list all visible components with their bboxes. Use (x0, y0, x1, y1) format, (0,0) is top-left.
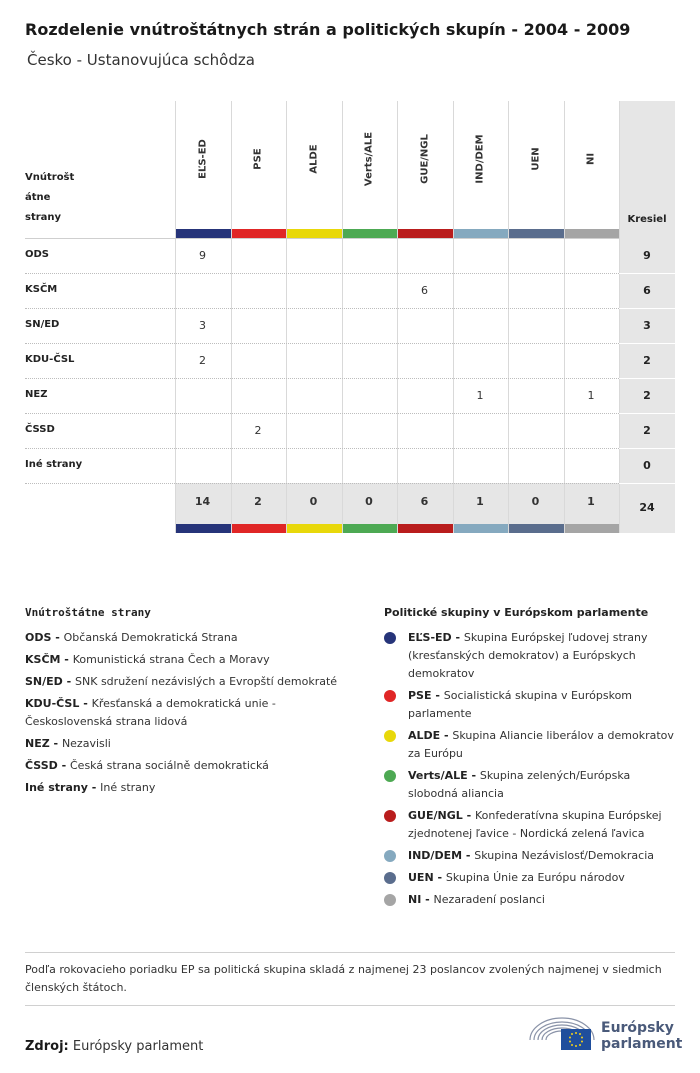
group-legend-abbr: Verts/ALE (408, 769, 468, 782)
group-color-dot-icon (384, 894, 396, 906)
group-column-header (508, 101, 563, 228)
party-header-line: strany (25, 212, 62, 223)
party-legend-abbr: NEZ (25, 737, 50, 750)
party-legend-item (25, 735, 345, 753)
national-parties-legend-title: Vnútroštátne strany (25, 606, 151, 619)
group-legend-item (384, 891, 676, 909)
party-row-label: ODS (25, 249, 50, 260)
group-color-bar (287, 229, 342, 238)
legend-separator: - (462, 809, 475, 822)
group-legend-name: Nezaradení poslanci (433, 893, 545, 906)
party-legend-item (25, 651, 345, 669)
party-legend-item (25, 757, 345, 775)
row-divider (619, 308, 675, 309)
group-legend-item (384, 767, 676, 803)
legend-separator: - (421, 893, 434, 906)
row-total-seats: 3 (643, 319, 651, 332)
political-groups-legend-title: Politické skupiny v Európskom parlamente (384, 606, 649, 619)
group-total-cell: 0 (365, 495, 373, 508)
group-column-header (231, 101, 286, 228)
group-header-label: UEN (530, 147, 541, 171)
group-color-dot-icon (384, 632, 396, 644)
legend-separator: - (51, 631, 64, 644)
party-row-label: KSČM (25, 284, 58, 295)
group-legend-item (384, 629, 676, 683)
row-divider (25, 378, 619, 379)
grand-total-seats: 24 (639, 501, 655, 514)
row-divider (25, 448, 619, 449)
group-total-cell: 1 (476, 495, 484, 508)
source-line (25, 1039, 203, 1054)
group-header-label: Verts/ALE (363, 131, 375, 187)
group-column-header (453, 101, 508, 228)
group-legend-name: Skupina Aliancie liberálov a demokratov za Európu (408, 729, 674, 760)
legend-separator: - (60, 653, 73, 666)
group-total-cell: 1 (587, 495, 595, 508)
party-legend-name: Iné strany (100, 781, 156, 794)
group-color-bar (232, 524, 287, 533)
legend-separator: - (462, 849, 475, 862)
row-divider (25, 308, 619, 309)
group-color-bar (565, 524, 620, 533)
party-row-label: ČSSD (25, 424, 55, 435)
party-legend-abbr: SN/ED (25, 675, 63, 688)
group-legend-abbr: ALDE (408, 729, 441, 742)
legend-separator: - (451, 631, 464, 644)
group-legend-item (384, 807, 676, 843)
group-header-label: NI (585, 152, 597, 166)
group-color-bar (287, 524, 342, 533)
legend-separator: - (467, 769, 480, 782)
group-color-dot-icon (384, 770, 396, 782)
party-legend-abbr: KDU-ČSL (25, 697, 80, 710)
group-color-bar (176, 524, 231, 533)
seat-count-cell: 6 (421, 284, 428, 297)
legend-separator: - (87, 781, 101, 794)
group-column-header (175, 101, 230, 228)
group-legend-name: Skupina Únie za Európu národov (445, 871, 625, 884)
row-divider (25, 413, 619, 414)
row-divider (619, 413, 675, 414)
page-title: Rozdelenie vnútroštátnych strán a politických skupín - 2004 - 2009 (25, 20, 631, 39)
party-legend-name: Česká strana sociálně demokratická (70, 759, 269, 772)
group-color-bar (176, 229, 231, 238)
party-legend-item (25, 695, 345, 731)
party-header-line: átne (25, 192, 51, 203)
party-legend-item (25, 629, 345, 647)
party-row-label: SN/ED (25, 319, 60, 330)
row-divider (619, 483, 675, 484)
party-legend-abbr: ČSSD (25, 759, 58, 772)
row-total-seats: 6 (643, 284, 651, 297)
group-header-label: EĽS-ED (197, 139, 208, 179)
party-legend-name: SNK sdružení nezávislých a Evropští demokraté (75, 675, 338, 688)
logo-text-line2: parlament (601, 1036, 683, 1052)
seat-count-cell: 2 (199, 354, 206, 367)
group-header-label: ALDE (308, 144, 319, 174)
european-parliament-logo (527, 1012, 683, 1056)
group-legend-abbr: PSE (408, 689, 432, 702)
party-column-header (25, 168, 74, 228)
group-color-bar (343, 524, 398, 533)
row-divider (619, 343, 675, 344)
group-legend-name: Konfederatívna skupina Európskej zjednotenej ľavice - Nordická zelená ľavica (408, 809, 662, 840)
row-total-seats: 9 (643, 249, 651, 262)
group-legend-abbr: UEN (408, 871, 434, 884)
seats-column-header: Kresiel (627, 214, 667, 225)
group-column-header (564, 101, 619, 228)
seat-distribution-table (25, 101, 675, 533)
group-legend-name: Skupina Európskej ľudovej strany (kresťanských demokratov) a Európskych demokratov (408, 631, 648, 680)
row-total-seats: 2 (643, 389, 651, 402)
row-divider (25, 343, 619, 344)
hemicycle-flag-icon (527, 1012, 597, 1052)
party-header-line: Vnútrošt (25, 172, 75, 183)
group-legend-item (384, 727, 676, 763)
source-label: Zdroj: (25, 1039, 69, 1054)
national-parties-legend (25, 606, 345, 801)
page-subtitle: Česko - Ustanovujúca schôdza (27, 51, 255, 69)
group-header-label: PSE (252, 148, 264, 170)
group-header-label: GUE/NGL (419, 134, 430, 184)
group-color-bar (232, 229, 287, 238)
political-groups-legend (384, 606, 676, 913)
legend-separator: - (431, 689, 444, 702)
party-legend-abbr: ODS (25, 631, 52, 644)
row-total-seats: 0 (643, 459, 651, 472)
divider (25, 952, 675, 953)
seat-count-cell: 2 (254, 424, 262, 437)
row-divider (25, 483, 619, 484)
legend-separator: - (57, 759, 70, 772)
row-divider (619, 378, 675, 379)
group-legend-item (384, 869, 676, 887)
party-legend-name: Nezavisli (61, 737, 111, 750)
group-legend-name: Socialistická skupina v Európskom parlamente (408, 689, 633, 720)
row-divider (25, 238, 619, 239)
party-row-label: KDU-ČSL (25, 354, 75, 365)
row-total-seats: 2 (643, 354, 651, 367)
row-total-seats: 2 (643, 424, 651, 437)
legend-separator: - (440, 729, 453, 742)
group-total-cell: 14 (194, 495, 211, 508)
group-legend-name: Skupina zelených/Európska slobodná aliancia (408, 769, 631, 800)
group-legend-abbr: GUE/NGL (408, 809, 463, 822)
group-total-cell: 0 (309, 495, 318, 508)
source-value: Európsky parlament (72, 1039, 204, 1054)
party-row-label: Iné strany (25, 459, 83, 470)
group-color-bar (343, 229, 398, 238)
seat-count-cell: 9 (199, 249, 206, 262)
party-legend-name: Křesťanská a demokratická unie - Československá strana lidová (25, 697, 276, 728)
party-legend-item (25, 673, 345, 691)
group-color-dot-icon (384, 690, 396, 702)
group-legend-item (384, 687, 676, 723)
group-color-dot-icon (384, 850, 396, 862)
party-legend-item (25, 779, 345, 797)
group-color-dot-icon (384, 810, 396, 822)
row-divider (619, 273, 675, 274)
group-color-bar (454, 229, 509, 238)
group-color-dot-icon (384, 872, 396, 884)
party-legend-abbr: KSČM (25, 653, 61, 666)
footnote: Podľa rokovacieho poriadku EP sa politická skupina skladá z najmenej 23 poslancov zvolených najmenej v siedmich členských štátoch. (25, 963, 662, 994)
party-legend-name: Komunistická strana Čech a Moravy (72, 653, 270, 666)
party-legend-name: Občanská Demokratická Strana (63, 631, 238, 644)
group-total-cell: 0 (531, 495, 540, 508)
party-row-label: NEZ (25, 389, 48, 400)
group-color-bar (398, 524, 453, 533)
legend-separator: - (49, 737, 62, 750)
row-divider (619, 448, 675, 449)
group-column-header (342, 101, 397, 228)
group-legend-abbr: NI (408, 893, 422, 906)
group-header-label: IND/DEM (474, 134, 486, 184)
seat-count-cell: 1 (587, 389, 595, 402)
group-total-cell: 6 (420, 495, 429, 508)
group-color-bar (398, 229, 453, 238)
group-column-header (286, 101, 341, 228)
group-color-dot-icon (384, 730, 396, 742)
group-color-bar (454, 524, 509, 533)
party-legend-abbr: Iné strany (25, 781, 88, 794)
legend-separator: - (62, 675, 76, 688)
group-color-bar (509, 229, 564, 238)
logo-text-line1: Európsky (601, 1020, 674, 1036)
seat-count-cell: 1 (476, 389, 484, 402)
row-divider (25, 273, 619, 274)
seat-count-cell: 3 (199, 319, 206, 332)
group-legend-abbr: IND/DEM (408, 849, 463, 862)
group-legend-item (384, 847, 676, 865)
group-legend-abbr: EĽS-ED (408, 631, 452, 644)
group-color-bar (509, 524, 564, 533)
divider (25, 1005, 675, 1006)
group-color-bar (565, 229, 620, 238)
legend-separator: - (79, 697, 92, 710)
group-column-header (397, 101, 452, 228)
group-total-cell: 2 (254, 495, 262, 508)
legend-separator: - (433, 871, 446, 884)
group-legend-name: Skupina Nezávislosť/Demokracia (474, 849, 655, 862)
